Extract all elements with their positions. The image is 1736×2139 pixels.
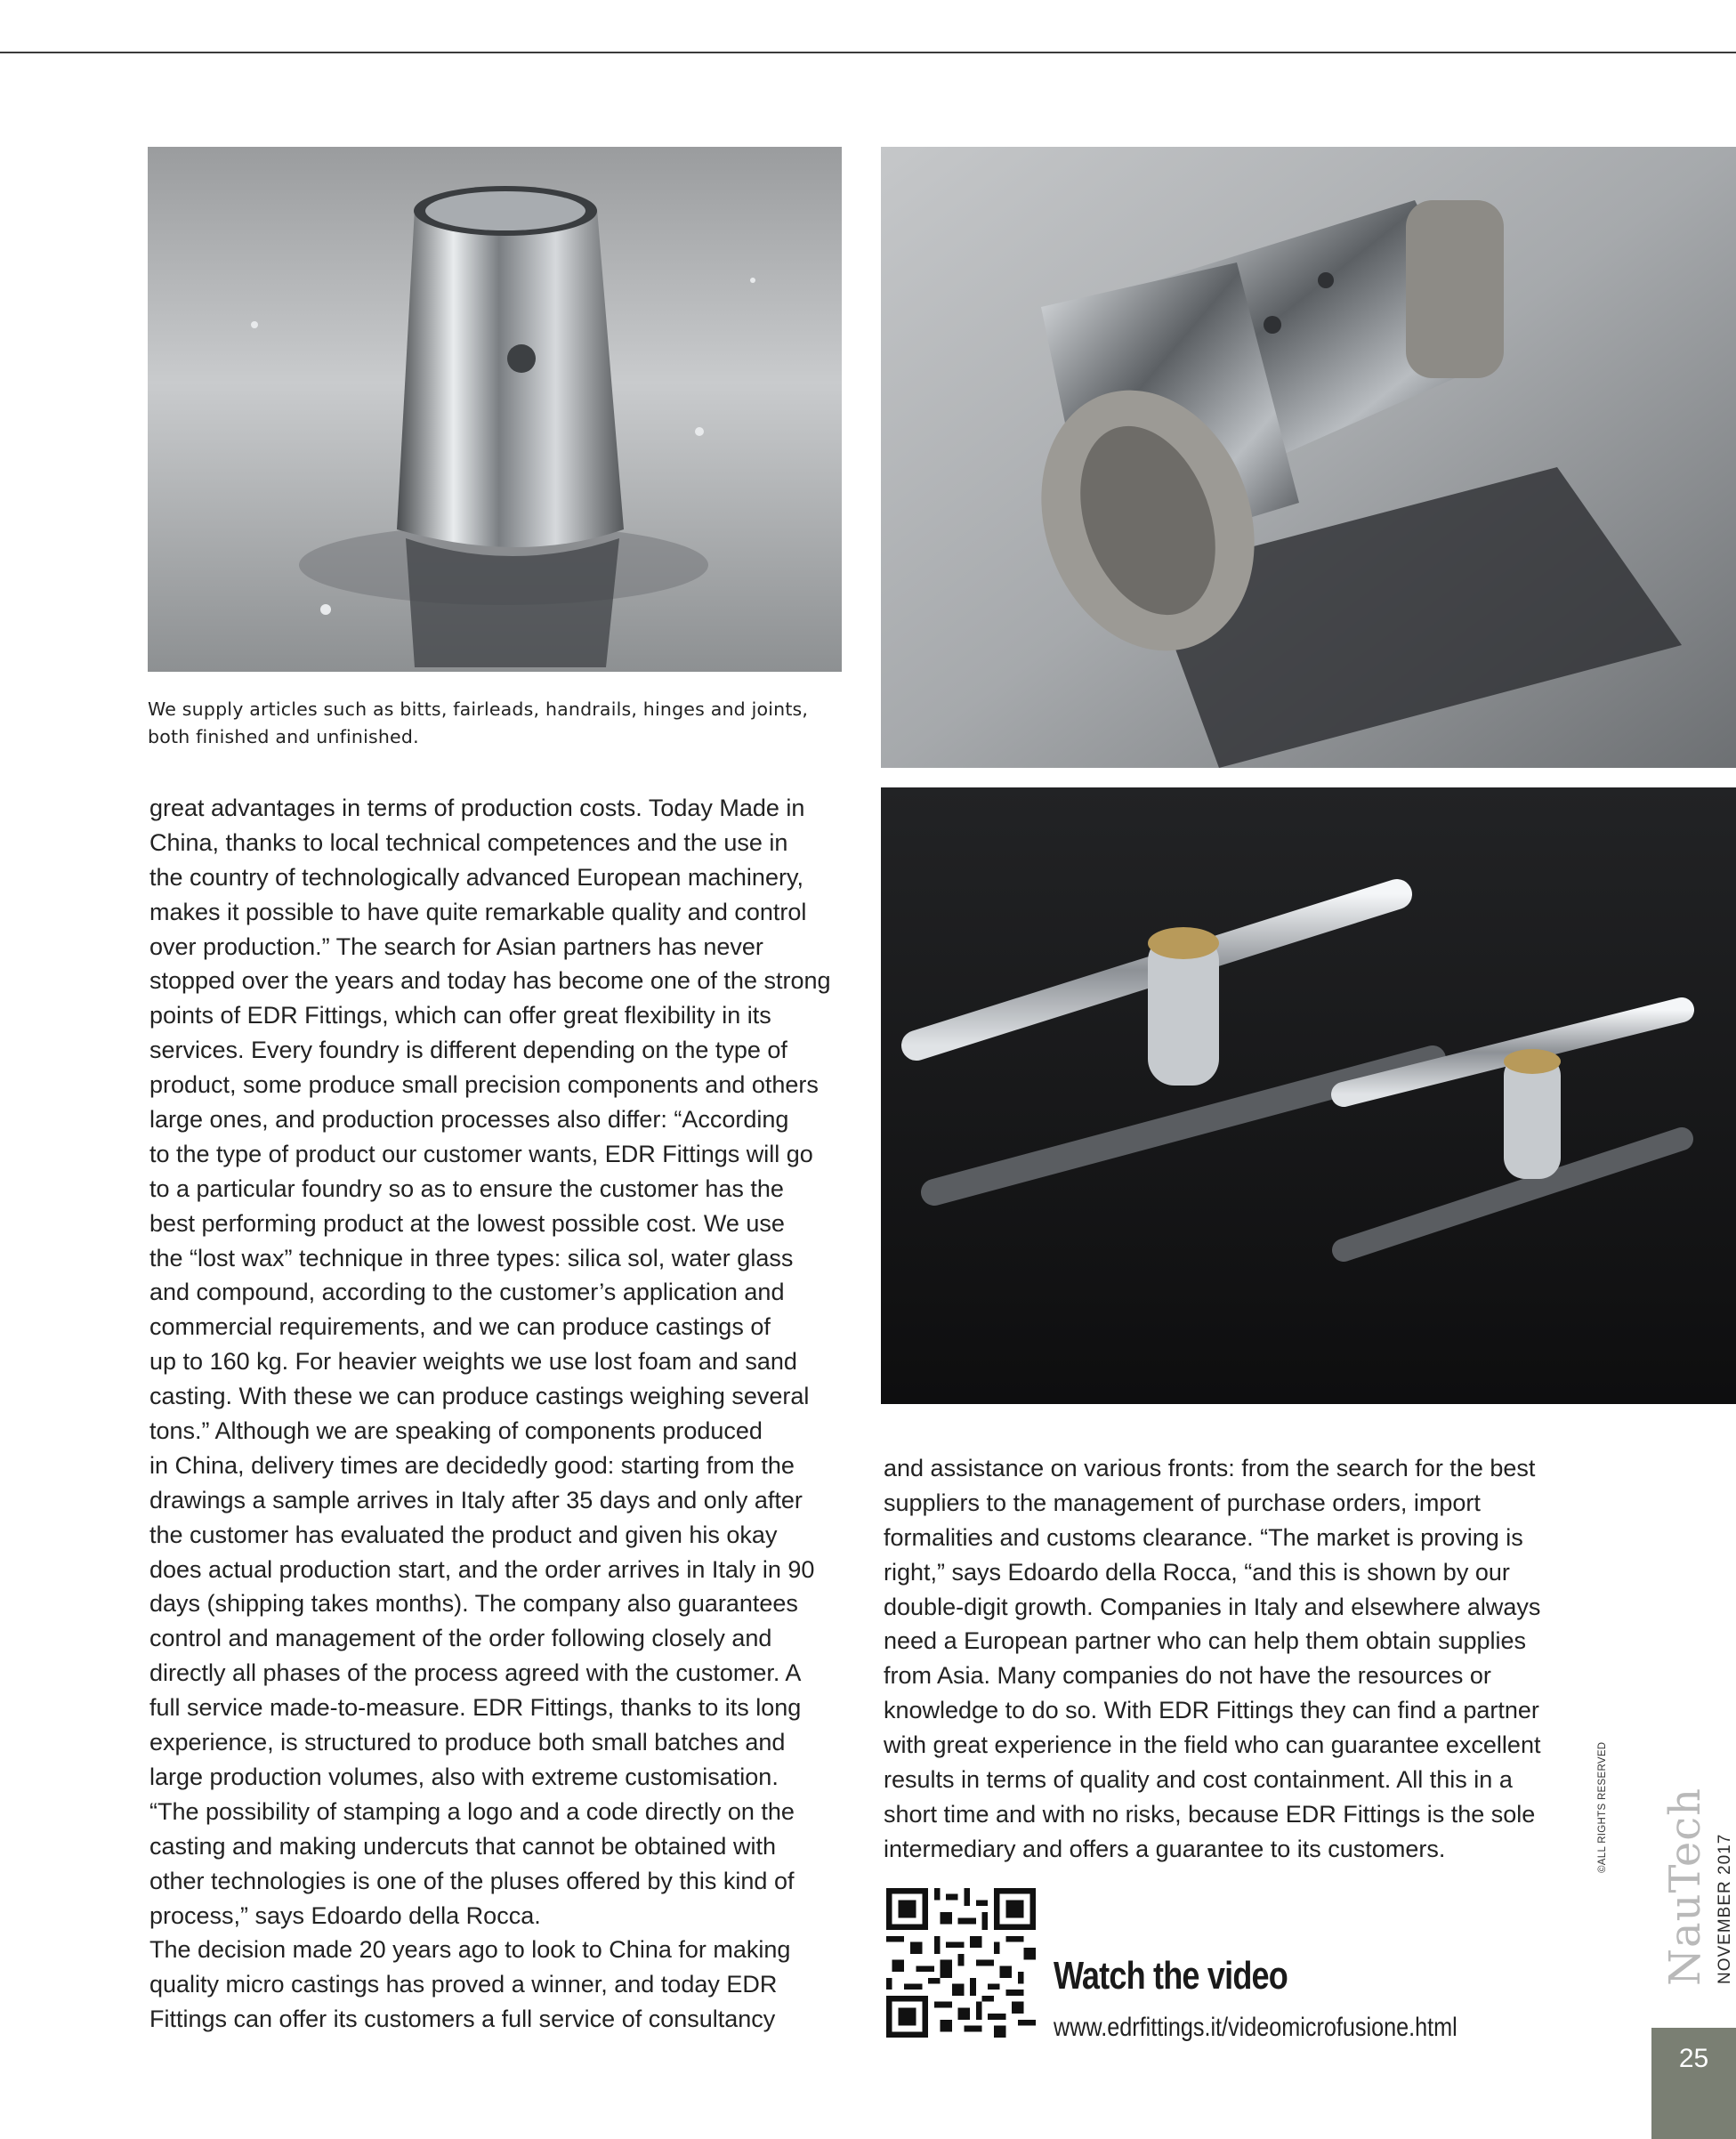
text-line: product, some produce small precision components and others [149,1071,819,1099]
text-line: experience, is structured to produce both small batches and [149,1729,786,1756]
video-url-link[interactable]: www.edrfittings.it/videomicrofusione.html [1054,2013,1457,2042]
text-line: from Asia. Many companies do not have the resources or [884,1662,1491,1690]
text-line: need a European partner who can help them obtain supplies [884,1627,1526,1655]
text-line: best performing product at the lowest possible cost. We use [149,1209,785,1237]
brand-name: NauTech [1660,1787,1710,1986]
text-line: control and management of the order following closely and [149,1625,772,1652]
text-line: intermediary and offers a guarantee to its customers. [884,1835,1446,1862]
text-line: suppliers to the management of purchase orders, import [884,1489,1481,1516]
text-line: directly all phases of the process agreed with the customer. A [149,1659,802,1687]
text-line: stopped over the years and today has become one of the strong [149,967,831,995]
text-line: formalities and customs clearance. “The market is proving is [884,1523,1523,1551]
text-line: knowledge to do so. With EDR Fittings they can find a partner [884,1697,1539,1724]
photo-t-handles [881,787,1736,1404]
text-line: large ones, and production processes also differ: “According [149,1106,789,1134]
text-line: with great experience in the field who can guarantee excellent [884,1731,1541,1759]
text-line: to the type of product our customer wants, EDR Fittings will go [149,1140,813,1167]
text-line: does actual production start, and the order arrives in Italy in 90 [149,1555,815,1583]
text-line: over production.” The search for Asian partners has never [149,932,763,960]
top-rule [0,52,1736,53]
text-line: quality micro castings has proved a winner, and today EDR [149,1971,778,1998]
text-line: the customer has evaluated the product and given his okay [149,1521,778,1548]
text-line: to a particular foundry so as to ensure the customer has the [149,1174,784,1202]
text-line: short time and with no risks, because EDR Fittings is the sole [884,1800,1536,1828]
text-line: double-digit growth. Companies in Italy and elsewhere always [884,1593,1541,1620]
left-text-column [149,791,861,2037]
text-line: days (shipping takes months). The company also guarantees [149,1590,798,1618]
text-line: and compound, according to the customer’s application and [149,1279,785,1306]
text-line: in China, delivery times are decidedly good: starting from the [149,1451,795,1479]
text-line: up to 160 kg. For heavier weights we use lost foam and sand [149,1348,797,1376]
caption-line: We supply articles such as bitts, fairleads, handrails, hinges and joints, [148,698,809,720]
text-line: Fittings can offer its customers a full service of consultancy [149,2006,776,2033]
issue-date: NOVEMBER 2017 [1716,1833,1734,1984]
photo-caption [148,696,860,751]
text-line: process,” says Edoardo della Rocca. [149,1901,541,1929]
caption-line: both finished and unfinished. [148,726,419,747]
text-line: casting and making undercuts that cannot be obtained with [149,1832,776,1860]
right-text-column [884,1451,1587,1867]
page-number-box [1651,2028,1736,2139]
text-line: great advantages in terms of production costs. Today Made in [149,795,805,821]
copyright-notice: ©ALL RIGHTS RESERVED [1597,1741,1608,1873]
text-line: tons.” Although we are speaking of components produced [149,1417,763,1445]
text-line: right,” says Edoardo della Rocca, “and this is shown by our [884,1558,1510,1586]
text-line: the “lost wax” technique in three types: silica sol, water glass [149,1244,794,1271]
photo-hinge-joint [881,147,1736,768]
text-line: The decision made 20 years ago to look to China for making [149,1936,791,1964]
text-line: the country of technologically advanced European machinery, [149,863,803,891]
text-line: casting. With these we can produce castings weighing several [149,1383,810,1410]
text-line: other technologies is one of the pluses offered by this kind of [149,1867,795,1894]
text-line: China, thanks to local technical competences and the use in [149,828,788,856]
text-line: results in terms of quality and cost containment. All this in a [884,1766,1513,1794]
photo-steel-sleeve [148,147,842,672]
text-line: services. Every foundry is different depending on the type of [149,1037,787,1064]
text-line: large production volumes, also with extreme customisation. [149,1763,779,1790]
text-line: commercial requirements, and we can produce castings of [149,1313,771,1341]
text-line: full service made-to-measure. EDR Fittings, thanks to its long [149,1694,802,1722]
text-line: makes it possible to have quite remarkable quality and control [149,898,807,925]
watch-video-heading: Watch the video [1054,1954,1288,1998]
text-line: and assistance on various fronts: from the search for the best [884,1455,1536,1481]
magazine-brand [1660,1788,1710,1986]
qr-code[interactable] [886,1888,1036,2038]
text-line: drawings a sample arrives in Italy after 35 days and only after [149,1486,803,1513]
page-number: 25 [1678,2044,1709,2073]
text-line: points of EDR Fittings, which can offer great flexibility in its [149,1002,771,1029]
text-line: “The possibility of stamping a logo and a code directly on the [149,1797,795,1825]
